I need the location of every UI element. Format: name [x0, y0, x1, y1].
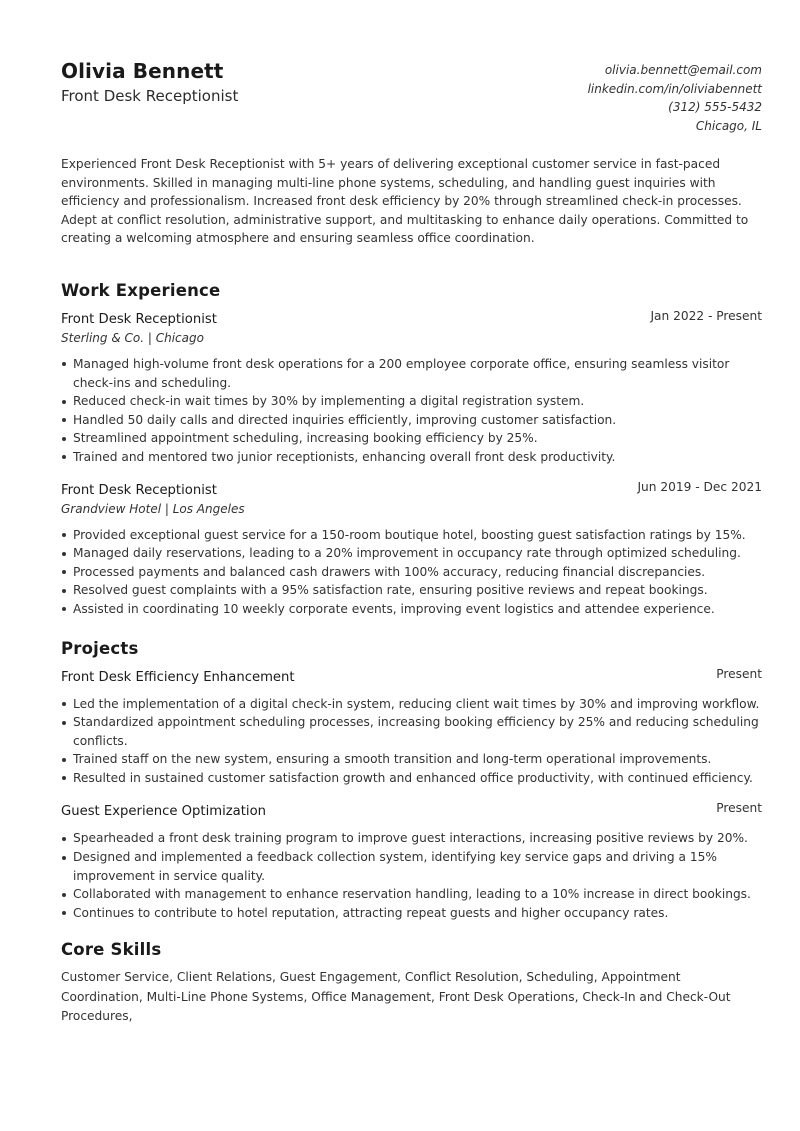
bullet-item: Streamlined appointment scheduling, increasing booking efficiency by 25%. [61, 429, 762, 448]
job-header [61, 479, 762, 501]
bullet-item: Managed daily reservations, leading to a 20% improvement in occupancy rate through optimized scheduling. [61, 544, 762, 563]
bullet-item: Trained and mentored two junior receptionists, enhancing overall front desk productivity. [61, 448, 762, 467]
job-header [61, 308, 762, 330]
section-title-projects: Projects [61, 638, 139, 658]
contact-phone: (312) 555-5432 [668, 100, 762, 114]
section-title-core-skills: Core Skills [61, 940, 162, 960]
professional-summary: Experienced Front Desk Receptionist with 5+ years of delivering exceptional customer service in fast-paced environments. Skilled in managing multi-line phone systems, scheduling, and handling guest inquiries with efficiency and professionalism. Increased front desk efficiency by 20% through streamlined check-in processes. Adept at conflict resolution, administrative support, and multitasking to enhance daily operations. Committed to creating a welcoming atmosphere and ensuring seamless office coordination. [61, 157, 749, 246]
bullet-item: Resolved guest complaints with a 95% satisfaction rate, ensuring positive reviews and repeat bookings. [61, 581, 762, 600]
project-dates: Present [716, 801, 762, 816]
project-header [61, 801, 762, 822]
project-entry [61, 801, 762, 922]
project-dates: Present [716, 666, 762, 681]
bullet-item: Spearheaded a front desk training program to improve guest interactions, increasing positive reviews by 20%. [61, 829, 762, 848]
candidate-name: Olivia Bennett [61, 59, 224, 83]
contact-block [588, 61, 762, 135]
job-company: Grandview Hotel | Los Angeles [61, 501, 245, 516]
project-title: Guest Experience Optimization [61, 804, 267, 820]
bullet-item: Provided exceptional guest service for a 150-room boutique hotel, boosting guest satisfaction ratings by 15%. [61, 526, 762, 545]
contact-location: Chicago, IL [695, 118, 762, 133]
project-header [61, 666, 762, 688]
bullet-item: Continues to contribute to hotel reputation, attracting repeat guests and higher occupancy rates. [61, 904, 762, 923]
resume-page [61, 56, 762, 1027]
bullet-item: Led the implementation of a digital check-in system, reducing client wait times by 30% and improving workflow. [61, 695, 762, 714]
job-title: Front Desk Receptionist [61, 311, 217, 327]
resume-header [61, 56, 762, 156]
job-entry [61, 479, 762, 619]
job-company: Sterling & Co. | Chicago [61, 330, 204, 345]
bullet-item: Resulted in sustained customer satisfaction growth and enhanced office productivity, with continued efficiency. [61, 769, 762, 788]
project-bullets [61, 829, 762, 922]
bullet-item: Trained staff on the new system, ensuring a smooth transition and long-term operational improvements. [61, 750, 762, 769]
bullet-item: Designed and implemented a feedback collection system, identifying key service gaps and driving a 15% improvement in service quality. [61, 848, 762, 885]
candidate-title: Front Desk Receptionist [61, 87, 239, 105]
job-bullets [61, 355, 762, 467]
bullet-item: Assisted in coordinating 10 weekly corporate events, improving event logistics and attendee experience. [61, 600, 762, 619]
section-title-work-experience: Work Experience [61, 280, 221, 300]
project-title: Front Desk Efficiency Enhancement [61, 669, 295, 685]
job-dates: Jan 2022 - Present [650, 308, 762, 323]
job-entry [61, 308, 762, 467]
bullet-item: Managed high-volume front desk operations for a 200 employee corporate office, ensuring seamless visitor check-ins and scheduling. [61, 355, 762, 392]
job-title: Front Desk Receptionist [61, 482, 217, 498]
bullet-item: Handled 50 daily calls and directed inquiries efficiently, improving customer satisfaction. [61, 411, 762, 430]
project-bullets [61, 695, 762, 788]
contact-linkedin[interactable]: linkedin.com/in/oliviabennett [587, 81, 762, 96]
contact-email[interactable]: olivia.bennett@email.com [604, 63, 762, 77]
project-entry [61, 666, 762, 788]
core-skills-list: Customer Service, Client Relations, Guest Engagement, Conflict Resolution, Scheduling, Appointment Coordination, Multi-Line Phone Systems, Office Management, Front Desk Operations, Check-In and Check-Out Procedures, [61, 970, 731, 1024]
bullet-item: Reduced check-in wait times by 30% by implementing a digital registration system. [61, 392, 762, 411]
bullet-item: Processed payments and balanced cash drawers with 100% accuracy, reducing financial discrepancies. [61, 563, 762, 582]
bullet-item: Collaborated with management to enhance reservation handling, leading to a 10% increase in direct bookings. [61, 885, 762, 904]
job-bullets [61, 526, 762, 619]
job-dates: Jun 2019 - Dec 2021 [637, 479, 762, 494]
bullet-item: Standardized appointment scheduling processes, increasing booking efficiency by 25% and reducing scheduling conflicts. [61, 713, 762, 750]
